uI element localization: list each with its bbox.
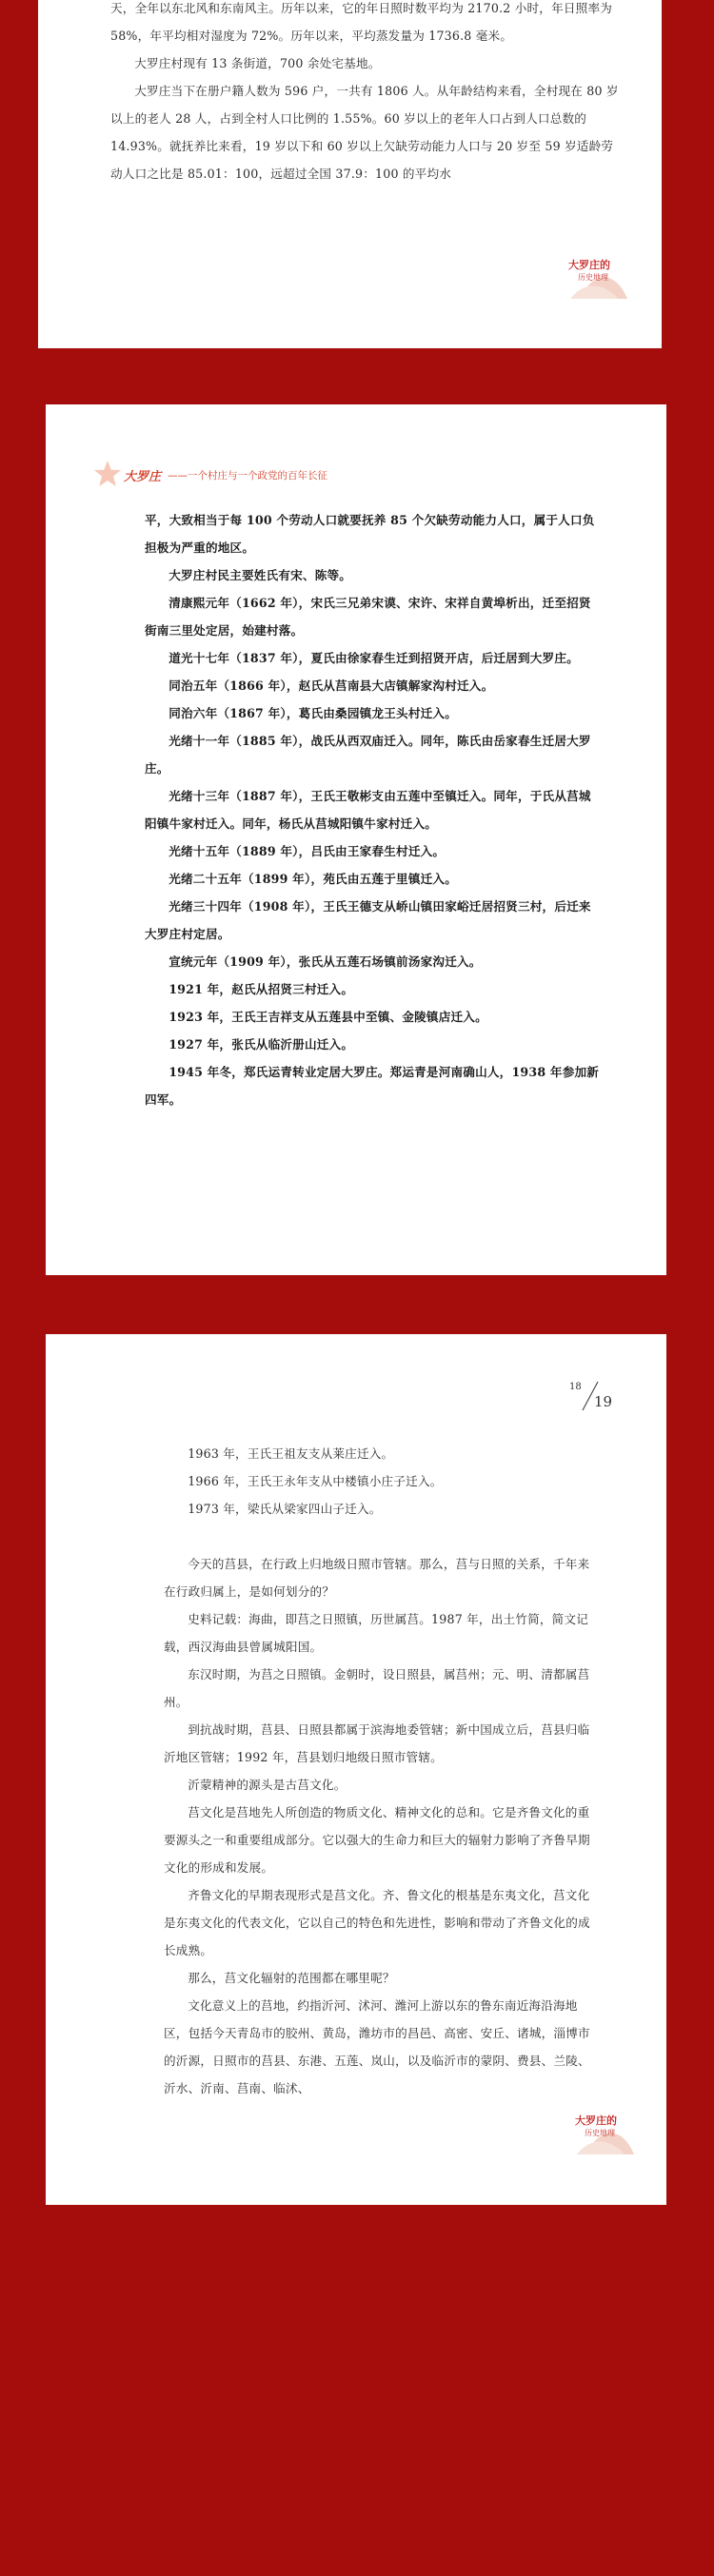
paragraph: 1973 年，梁氏从梁家四山子迁入。 bbox=[188, 1502, 382, 1516]
page2-body bbox=[145, 506, 600, 1113]
book-page-2 bbox=[46, 404, 666, 1275]
paragraph: 光绪十五年（1889 年），吕氏由王家春生村迁入。 bbox=[169, 844, 446, 858]
brand-title: 大罗庄的 bbox=[568, 259, 610, 271]
page-number-right: 19 bbox=[594, 1393, 613, 1410]
paragraph: 大罗庄当下在册户籍人数为 596 户，一共有 1806 人。从年龄结构来看，全村现在 80 岁以上的老人 28 人，占到全村人口比例的 1.55%。60 岁以上的老年人口占到人口总数的 14.93%。就抚养比来看，19 岁以下和 60 岁以上欠缺劳动能力人口与 20 岁至 59 岁适龄劳动人口之比是 85.01：100，远超过全国 37.9：100 的平均水 bbox=[110, 84, 619, 181]
paragraph: 宣统元年（1909 年），张氏从五莲石场镇前汤家沟迁入。 bbox=[169, 954, 482, 969]
running-header bbox=[93, 460, 474, 488]
paragraph: 1923 年，王氏王吉祥支从五莲县中至镇、金陵镇店迁入。 bbox=[169, 1010, 487, 1024]
paragraph: 天，全年以东北风和东南风主。历年以来，它的年日照时数平均为 2170.2 小时，年日照率为 58%，年平均相对湿度为 72%。历年以来，平均蒸发量为 1736.8 毫米。 bbox=[110, 1, 613, 43]
paragraph: 平，大致相当于每 100 个劳动人口就要抚养 85 个欠缺劳动能力人口，属于人口负担极为严重的地区。 bbox=[145, 513, 595, 555]
paragraph: 光绪三十四年（1908 年），王氏王德支从峤山镇田家峪迁居招贤三村，后迁来大罗庄村定居。 bbox=[145, 899, 591, 941]
brand-title: 大罗庄的 bbox=[575, 2114, 617, 2127]
section-spacer bbox=[164, 1523, 597, 1550]
header-brand: 大罗庄 bbox=[124, 470, 162, 484]
paragraph: 今天的莒县，在行政上归地级日照市管辖。那么，莒与日照的关系，千年来在行政归属上，是如何划分的？ bbox=[164, 1557, 590, 1599]
paragraph: 大罗庄村现有 13 条街道，700 余处宅基地。 bbox=[134, 56, 381, 70]
brand-subtitle: 历史地理 bbox=[585, 2129, 615, 2137]
page3-section-b bbox=[164, 1550, 597, 2102]
paragraph: 莒文化是莒地先人所创造的物质文化、精神文化的总和。它是齐鲁文化的重要源头之一和重要组成部分。它以强大的生命力和巨大的辐射力影响了齐鲁早期文化的形成和发展。 bbox=[164, 1805, 590, 1875]
page1-body bbox=[110, 0, 620, 187]
paragraph: 1921 年，赵氏从招贤三村迁入。 bbox=[169, 982, 354, 996]
brand-subtitle: 历史地理 bbox=[578, 273, 608, 282]
page-number bbox=[569, 1380, 615, 1414]
page3-body bbox=[164, 1440, 597, 2102]
paragraph: 光绪十三年（1887 年），王氏王敬彬支由五莲中至镇迁入。同年，于氏从莒城阳镇牛家村迁入。同年，杨氏从莒城阳镇牛家村迁入。 bbox=[145, 789, 591, 831]
paragraph: 1945 年冬，郑氏运青转业定居大罗庄。郑运青是河南确山人，1938 年参加新四军。 bbox=[145, 1065, 600, 1107]
page3-brand-mark bbox=[531, 2113, 636, 2170]
paragraph: 史料记载：海曲，即莒之日照镇，历世属莒。1987 年，出土竹简，简文记载，西汉海曲县曾属城阳国。 bbox=[164, 1612, 589, 1654]
paragraph: 光绪十一年（1885 年），战氏从西双庙迁入。同年，陈氏由岳家春生迁居大罗庄。 bbox=[145, 734, 591, 776]
header-subtitle: ——一个村庄与一个政党的百年长征 bbox=[168, 470, 327, 482]
star-icon bbox=[93, 460, 122, 488]
paragraph: 道光十七年（1837 年），夏氏由徐家春生迁到招贤开店，后迁居到大罗庄。 bbox=[169, 651, 579, 665]
paragraph: 清康熙元年（1662 年），宋氏三兄弟宋谟、宋许、宋祥自黄埠析出，迁至招贤街南三里处定居，始建村落。 bbox=[145, 596, 591, 638]
paragraph: 同治五年（1866 年），赵氏从莒南县大店镇解家沟村迁入。 bbox=[169, 678, 494, 693]
book-page-1 bbox=[38, 0, 662, 348]
paragraph: 东汉时期，为莒之日照镇。金朝时，设日照县，属莒州；元、明、清都属莒州。 bbox=[164, 1667, 590, 1709]
paragraph: 光绪二十五年（1899 年），苑氏由五莲于里镇迁入。 bbox=[169, 872, 457, 886]
paragraph: 1966 年，王氏王永年支从中楼镇小庄子迁入。 bbox=[188, 1474, 443, 1488]
page3-section-a bbox=[164, 1440, 597, 1523]
paragraph: 1927 年，张氏从临沂册山迁入。 bbox=[169, 1037, 354, 1052]
page1-brand-mark bbox=[525, 257, 629, 314]
page-number-left: 18 bbox=[569, 1382, 582, 1392]
paragraph: 齐鲁文化的早期表现形式是莒文化。齐、鲁文化的根基是东夷文化，莒文化是东夷文化的代表文化，它以自己的特色和先进性，影响和带动了齐鲁文化的成长成熟。 bbox=[164, 1888, 590, 1957]
paragraph: 大罗庄村民主要姓氏有宋、陈等。 bbox=[169, 568, 352, 582]
book-page-3 bbox=[46, 1334, 666, 2205]
paragraph: 那么，莒文化辐射的范围都在哪里呢？ bbox=[188, 1971, 395, 1985]
paragraph: 1963 年，王氏王祖友支从莱庄迁入。 bbox=[188, 1446, 394, 1461]
paragraph: 文化意义上的莒地，约指沂河、沭河、潍河上游以东的鲁东南近海沿海地区，包括今天青岛市的胶州、黄岛，潍坊市的昌邑、高密、安丘、诸城，淄博市的沂源，日照市的莒县、东港、五莲、岚山，以及临沂市的蒙阴、费县、兰陵、沂水、沂南、莒南、临沭、 bbox=[164, 1998, 590, 2095]
paragraph: 同治六年（1867 年），葛氏由桑园镇龙王头村迁入。 bbox=[169, 706, 457, 720]
paragraph: 沂蒙精神的源头是古莒文化。 bbox=[188, 1778, 347, 1792]
paragraph: 到抗战时期，莒县、日照县都属于滨海地委管辖；新中国成立后，莒县归临沂地区管辖；1992 年，莒县划归地级日照市管辖。 bbox=[164, 1722, 590, 1764]
